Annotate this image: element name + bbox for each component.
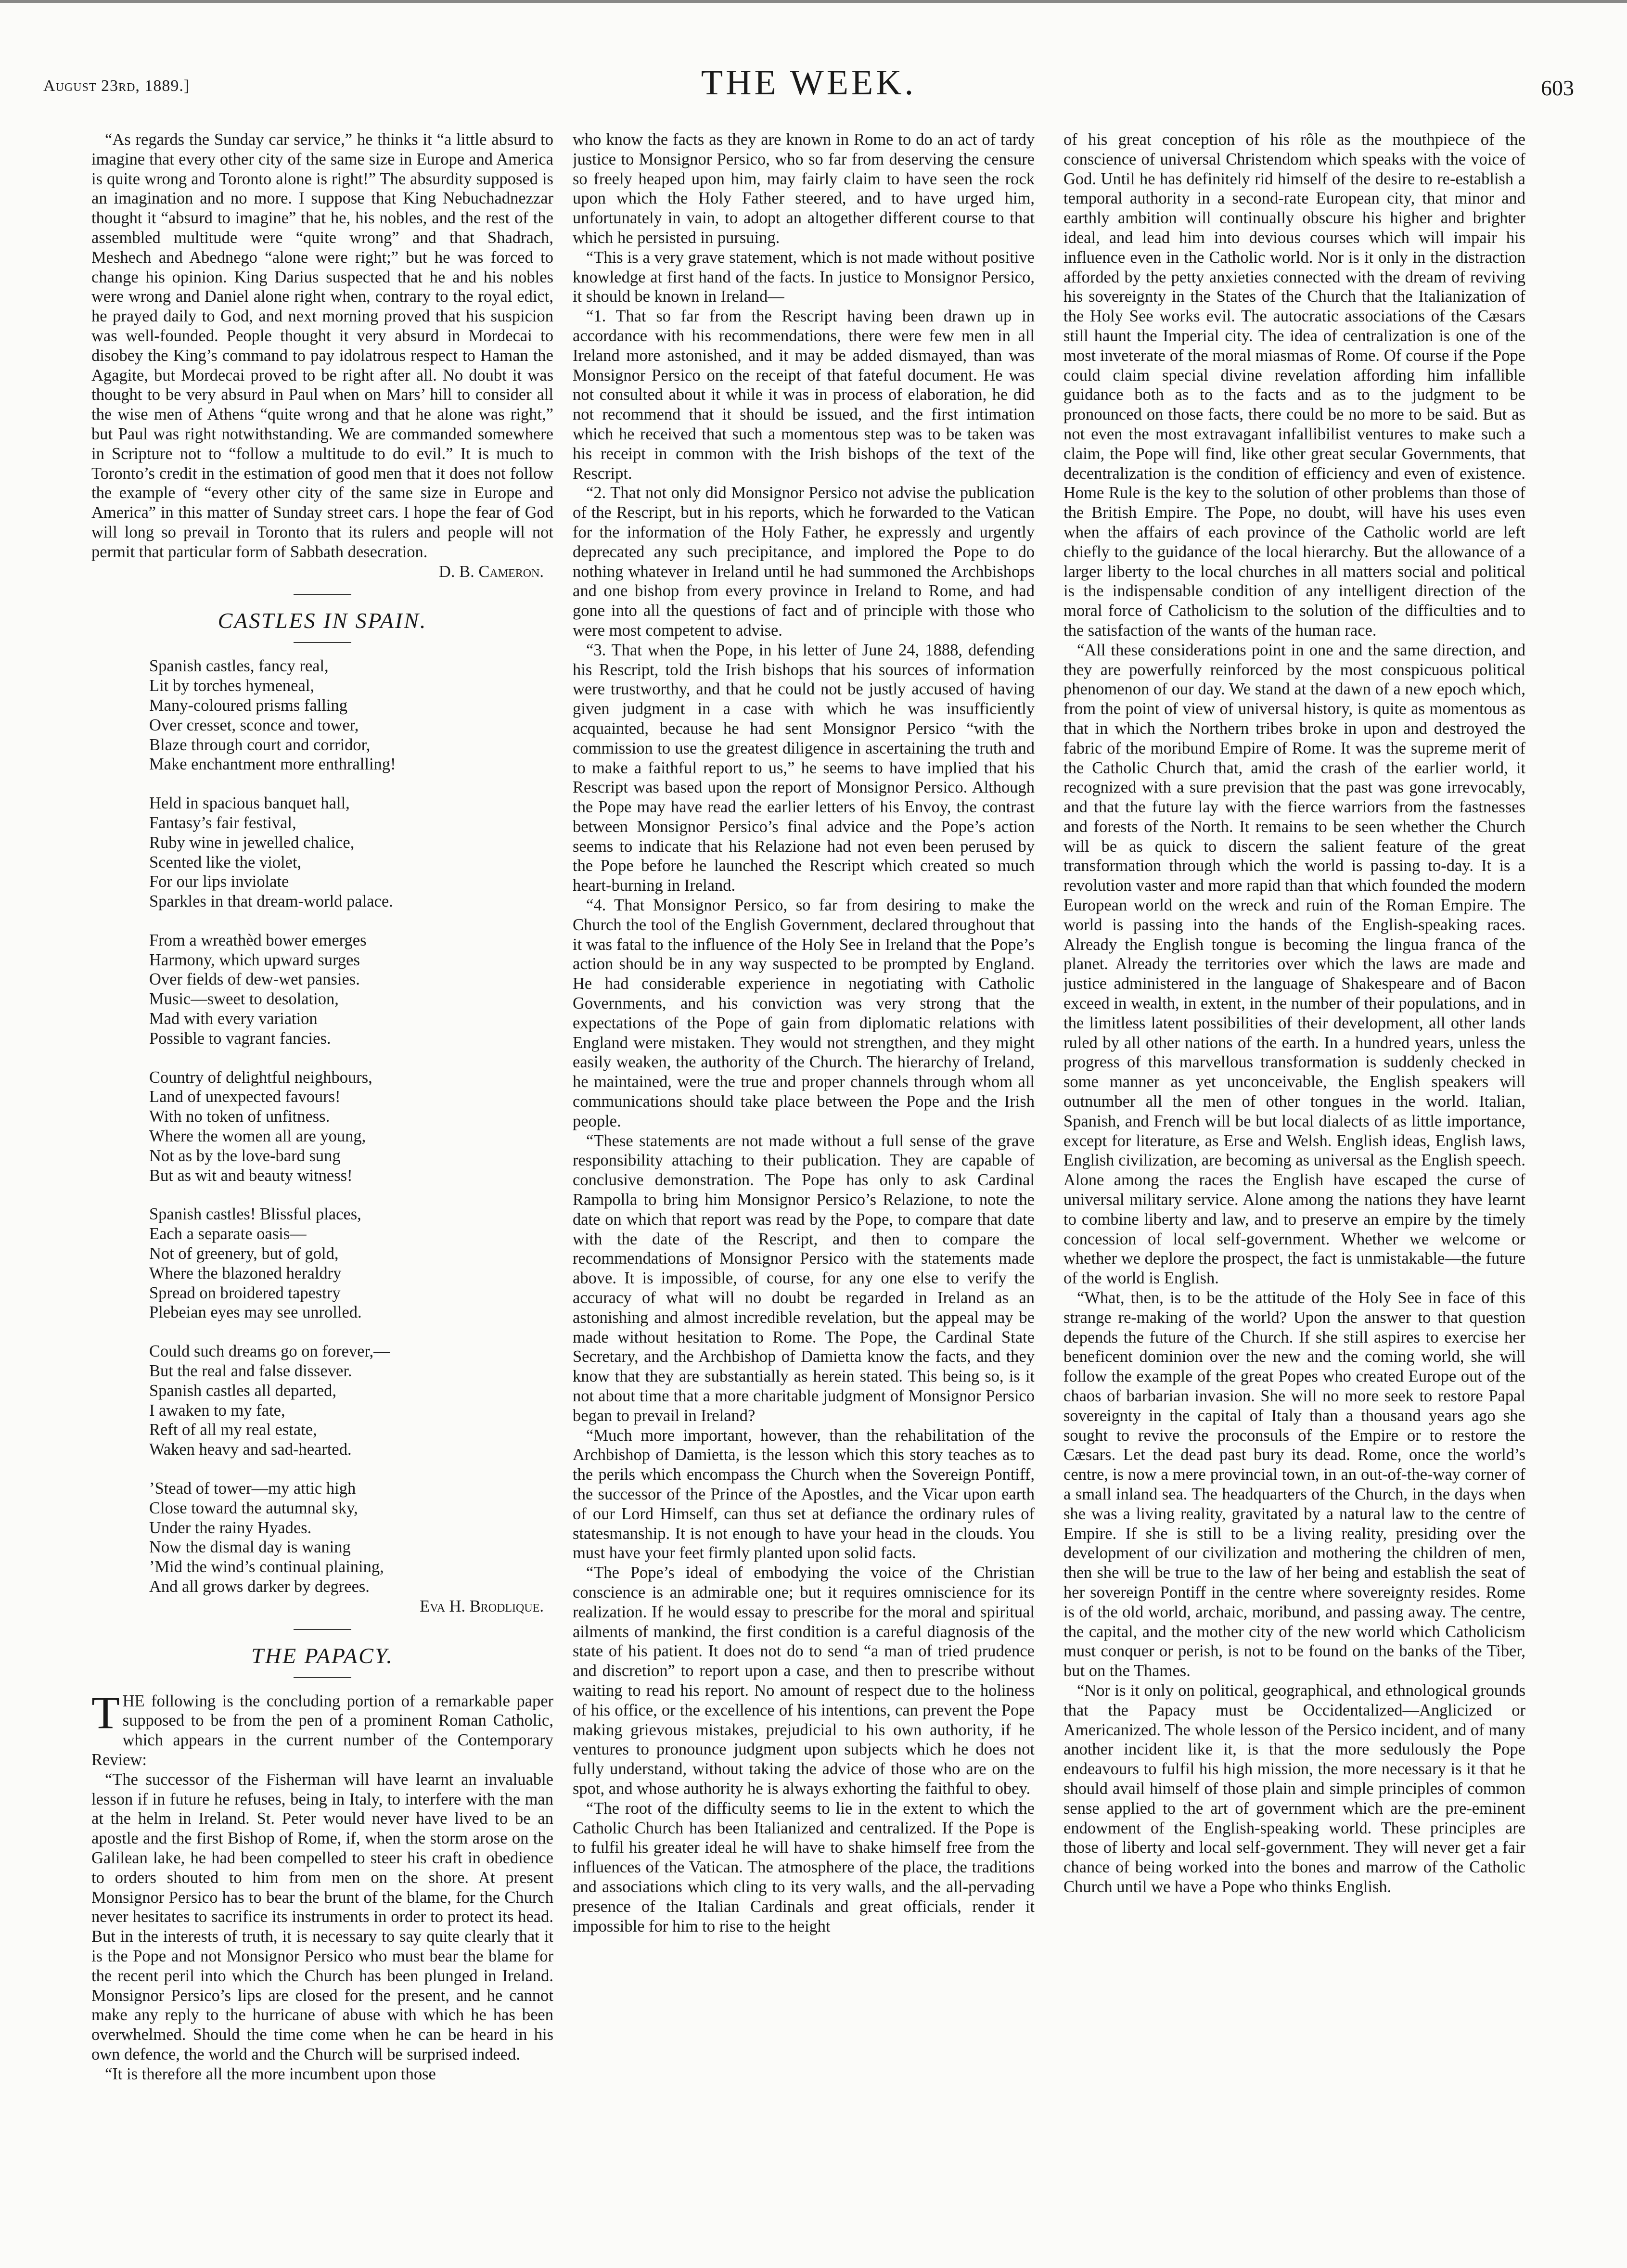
poem-stanza [149,1342,553,1460]
poem-line: Harmony, which upward surges [149,950,360,969]
poem-line: With no token of unfitness. [149,1107,330,1126]
cameron-letter-paragraph: “As regards the Sunday car service,” he thinks it “a little absurd to imagine that every other city of the same size in Europe and America is quite wrong and Toronto alone is right!” The absurdity supposed is an imagination and no more. I suppose that King Nebuchadnezzar thought it “absurd to imagine” that he, his nobles, and the rest of the assembled multitude were “quite wrong” and that Shadrach, Meshech and Abednego “alone were right;” but he was forced to change his opinion. King Darius suspected that he and his nobles were wrong and Daniel alone right when, contrary to the royal edict, he prayed daily to God, and next morning proved that his suspicion was well-founded. People thought it very absurd in Mordecai to disobey the King’s command to pay idolatrous respect to Haman the Agagite, but Mordecai proved to be right after all. No doubt it was thought to be very absurd in Paul when on Mars’ hill to consider all the wise men of Athens “quite wrong and that he alone was right,” but Paul was right notwithstanding. We are commanded somewhere in Scripture not to “follow a multitude to do evil.” It is much to Toronto’s credit in the estimation of good men that it does not follow the example of “every other city of the same size in Europe and America” in this matter of Sunday street cars. I hope the fear of God will long so prevail in Toronto that its rulers and people will not permit that particular form of Sabbath desecration. [91,130,553,561]
article-paragraph: of his great conception of his rôle as the mouthpiece of the conscience of universal Christendom which speaks with the voice of God. Until he has definitely rid himself of the desire to re-establish a temporal authority in a second-rate European city, that minor and earthly ambition will continually obscure his higher and brighter ideal, and lead him into devious courses which will impair his influence even in the Catholic world. Nor is it only in the distraction afforded by the petty anxieties connected with the dream of reviving his sovereignty in the States of the Church that the Italianization of the Holy See works evil. The autocratic associations of the Cæsars still haunt the Imperial city. The idea of centralization is one of the most inveterate of the moral miasmas of Rome. Of course if the Pope could claim special divine revelation affording him infallible guidance both as to the facts and as to the judgment to be pronounced on those facts, there could be no more to be said. But as not even the most extravagant infallibilist ventures to make such a claim, the Pope will find, like other great secular Governments, that decentralization is the condition of efficiency and even of existence. Home Rule is the key to the solution of other problems than those of the British Empire. The Pope, no doubt, will have his uses even when the affairs of each province of the Catholic world are left chiefly to the guidance of the local hierarchy. But the allowance of a larger liberty to the local churches in all matters social and political is the indispensable condition of any intelligent direction of the moral force of Catholicism to the solution of the difficulties and to the satisfaction of the wants of the human race. [1063,130,1525,640]
poem-line: Where the women all are young, [149,1127,366,1146]
poem-line: For our lips inviolate [149,872,289,891]
poem-line: Held in spacious banquet hall, [149,794,350,813]
poem-line: ’Mid the wind’s continual plaining, [149,1558,384,1576]
poem-line: But as wit and beauty witness! [149,1166,353,1185]
poem-line: Mad with every variation [149,1010,318,1028]
article-paragraph: “All these considerations point in one and the same direction, and they are powerfully reinforced by the most conspicuous political phenomenon of our day. We stand at the dawn of a new epoch which, from the point of view of universal history, is quite as momentous as that in which the Northern tribes broke in upon and destroyed the fabric of the moribund Empire of Rome. It was the supreme merit of the Catholic Church that, amid the crash of the earlier world, it recognized with a sure prevision that the past was gone irrevocably, and that the future lay with the fierce warriors from the fastnesses and forests of the North. It remains to be seen whether the Church will be as quick to discern the salient feature of the great transformation through which the world is passing to-day. It is a revolution vaster and more rapid than that which founded the modern European world on the wreck and ruin of the Roman Empire. The world is passing into the hands of the English-speaking races. Already the English tongue is becoming the lingua franca of the planet. Already the territories over which the laws are made and justice administered in the language of Shakespeare and of Bacon exceed in wealth, in extent, in the number of their populations, and in the limitless latent possibilities of their development, all other lands ruled by all other nations of the earth. In a hundred years, unless the progress of this marvellous transformation is suddenly checked in some manner as yet unconceivable, the English speakers will outnumber all the men of other tongues in the world. Italian, Spanish, and French will be but local dialects of as little importance, except for literature, as Erse and Welsh. English ideas, English laws, English civilization, are becoming as universal as the English speech. Alone among the races the English have escaped the curse of universal military service. Alone among the nations they have learnt to combine liberty and law, and to preserve an empire by the timely concession of local self-government. Whether we welcome or whether we deplore the prospect, the fact is unmistakable—the future of the world is English. [1063,641,1525,1288]
poem-line: Scented like the violet, [149,853,302,871]
poem-stanza [149,1479,553,1597]
poem-line: Not as by the love-bard sung [149,1146,341,1165]
article-paragraph: “These statements are not made without a full sense of the grave responsibility attaching to their publication. They are capable of conclusive demonstration. The Pope has only to ask Cardinal Rampolla to bring him Monsignor Persico’s Relazione, to note the date on which that report was read by the Pope, to compare that date with the date of the Rescript, and then to compare the recommendations of Monsignor Persico with the statements made above. It is impossible, of course, for any one else to verify the accuracy of what will no doubt be regarded in Ireland as an astonishing and almost incredible revelation, but the appeal may be made without hesitation to Rome. The Pope, the Cardinal State Secretary, and the Archbishop of Damietta know the facts, and they know that they are substantially as herein stated. This being so, is it not about time that a more charitable judgment of Monsignor Persico began to prevail in Ireland? [573,1131,1035,1425]
cameron-signature: D. B. Cameron. [438,562,544,581]
poem-line: Now the dismal day is waning [149,1538,351,1557]
poem-line: Lit by torches hymeneal, [149,677,314,695]
article-paragraph: “The root of the difficulty seems to lie in the extent to which the Catholic Church has been Italianized and centralized. If the Pope is to fulfil his greater ideal he will have to shake himself free from the influences of the Vatican. The atmosphere of the place, the traditions and associations which cling to its very walls, and the all-pervading presence of the Italian Cardinals and great officials, render it impossible for him to rise to the height [573,1799,1035,1935]
poem-line: Under the rainy Hyades. [149,1518,312,1537]
poem-line: Many-coloured prisms falling [149,696,347,715]
drop-cap: T [91,1686,120,1738]
column-3 [1063,130,1525,2247]
poem-line: Close toward the autumnal sky, [149,1499,358,1517]
issue-date: August 23rd, 1889.] [43,77,190,95]
masthead-title: THE WEEK. [701,63,917,103]
article-paragraph: “1. That so far from the Rescript having been drawn up in accordance with his recommendations, there were few men in all Ireland more astonished, and it may be added dismayed, than was Monsignor Persico on the receipt of that fateful document. He was not consulted about it while it was in process of elaboration, he did not recommend that it should be issued, and the first intimation which he received that such a momentous step was to be taken was his receipt in common with the Irish bishops of the text of the Rescript. [573,307,1035,483]
poem-line: Spanish castles! Blissful places, [149,1205,361,1224]
article-columns [91,130,1540,2247]
poem-title: CASTLES IN SPAIN. [218,608,427,633]
article-paragraph: “It is therefore all the more incumbent upon those [105,2064,436,2083]
poem-stanza [149,656,553,774]
poem-line: Spanish castles, fancy real, [149,657,329,676]
poem-stanza [149,1204,553,1322]
poem-line: Land of unexpected favours! [149,1088,341,1106]
article-paragraph: “What, then, is to be the attitude of the Holy See in face of this strange re-making of the world? Upon the answer to that question depends the future of the Church. If she still aspires to exercise her beneficent dominion over the new and the coming world, she will follow the example of the great Popes who created Europe out of the chaos of barbarian invasion. She will no more seek to restore Papal sovereignty in the capital of Italy than a thousand years ago she sought to revive the proconsuls of the Empire or to restore the Cæsars. Let the dead past bury its dead. Rome, once the world’s centre, is now a mere provincial town, in an out-of-the-way corner of a small inland sea. The headquarters of the Church, in the days when she was a living reality, gravitated by a natural law to the centre of Empire. If she is still to be a living reality, presiding over the development of our civilization and mothering the children of men, then she will be true to the law of her being and establish the seat of her sovereign Pontiff in the centre where sovereignty resides. Rome is of the old world, archaic, moribund, and passing away. The centre, the capital, and the mother city of the new world which Catholicism must conquer or perish, is not to be found on the banks of the Tiber, but on the Thames. [1063,1289,1525,1680]
article-paragraph: “3. That when the Pope, in his letter of June 24, 1888, defending his Rescript, told the Irish bishops that his sources of information were trustworthy, and that he could not be justly accused of having given judgment in a case with which he was insufficiently acquainted, because he had sent Monsignor Persico “with the commission to use the greatest diligence in ascertaining the truth and to make a faithful report to us,” he seems to have implied that his Rescript was based upon the report of Monsignor Persico. Although the Pope may have read the earlier letters of his Envoy, the contrast between Monsignor Persico’s final advice and the Pope’s action seems to indicate that his Relazione had not even been perused by the Pope before he launched the Rescript which created so much heart-burning in Ireland. [573,641,1035,895]
poem-line: Spread on broidered tapestry [149,1283,341,1302]
poem-line: I awaken to my fate, [149,1401,285,1420]
article-paragraph: “2. That not only did Monsignor Persico not advise the publication of the Rescript, but in his reports, which he forwarded to the Vatican for the information of the Holy Father, he expressly and urgently deprecated any such precipitance, and implored the Pope to do nothing whatever in Ireland until he had summoned the Archbishops and one bishop from every province in Ireland to Rome, and had gone into all the questions of fact and of principle with those who were most competent to advise. [573,484,1035,640]
column-1 [91,130,553,2247]
poem-line: Not of greenery, but of gold, [149,1244,339,1263]
poem-line: Waken heavy and sad-hearted. [149,1440,352,1459]
poem-line: Music—sweet to desolation, [149,990,339,1009]
poem-line: Spanish castles all departed, [149,1381,336,1400]
page-header [43,58,1574,111]
article-paragraph: who know the facts as they are known in Rome to do an act of tardy justice to Monsignor Persico, who so far from deserving the censure so freely heaped upon him, may fairly claim to have seen the rock upon which the Holy Father steered, and to have urged him, unfortunately in vain, to adopt an altogether different course to that which he persisted in pursuing. [573,130,1035,247]
poem-line: From a wreathèd bower emerges [149,931,367,949]
poem-signature: Eva H. Brodlique. [420,1597,544,1615]
article-paragraph: “Nor is it only on political, geographical, and ethnological grounds that the Papacy must be Occidentalized—Anglicized or Americanized. The whole lesson of the Persico incident, and of many another incident like it, is that the more sedulously the Pope endeavours to fulfil his high mission, the more necessary is it that he should avail himself of those plain and simple principles of common sense applied to the art of government which are the pre-eminent endowment of the English-speaking world. These principles are those of liberty and local self-government. They will never get a fair chance of being worked into the bones and marrow of the Catholic Church until we have a Pope who thinks English. [1063,1681,1525,1896]
poem-line: Reft of all my real estate, [149,1421,317,1439]
poem-line: Each a separate oasis— [149,1225,307,1243]
poem-stanza [149,1068,553,1186]
poem-line: Country of delightful neighbours, [149,1068,372,1087]
column-2 [573,130,1035,2247]
title-divider [294,1677,351,1678]
poem-line: Over cresset, sconce and tower, [149,716,359,734]
poem [149,656,553,1616]
poem-stanza [149,794,553,911]
poem-stanza [149,931,553,1049]
section-divider [294,1629,351,1630]
poem-line: Possible to vagrant fancies. [149,1029,331,1048]
poem-line: Where the blazoned heraldry [149,1264,342,1282]
article-paragraph: “4. That Monsignor Persico, so far from desiring to make the Church the tool of the English Government, declared throughout that it was fatal to the influence of the Holy See in Ireland that the Pope’s action should be in any way suspected to be prompted by England. He had considerable experience in negotiating with Catholic Governments, and his conviction was very strong that the expectations of the Pope of gain from diplomatic relations with England were mistaken. They would not strengthen, and they might easily weaken, the authority of the Church. The hierarchy of Ireland, he maintained, were the true and proper channels through whom all communications should take place between the Pope and the Irish people. [573,896,1035,1130]
section-divider [294,594,351,595]
poem-line: Plebeian eyes may see unrolled. [149,1303,362,1322]
top-border-rule [0,0,1627,3]
poem-line: Blaze through court and corridor, [149,735,371,754]
article-paragraph: “This is a very grave statement, which is not made without positive knowledge at first hand of the facts. In justice to Monsignor Persico, it should be known in Ireland— [573,248,1035,306]
title-divider [294,642,351,643]
poem-line: Make enchantment more enthralling! [149,755,396,774]
poem-line: Sparkles in that dream-world palace. [149,892,393,911]
poem-line: Over fields of dew-wet pansies. [149,970,360,989]
article-paragraph: “The Pope’s ideal of embodying the voice of the Christian conscience is an admirable one; but it requires omniscience for its realization. If he would essay to prescribe for the moral and spiritual ailments of mankind, the first condition is a careful diagnosis of the state of his patient. It does not do to send “a man of tried prudence and discretion” to report upon a case, and then to prescribe without waiting to read his report. No amount of respect due to the holiness of his office, or the excellence of his intentions, can prevent the Pope making grievous mistakes, prejudicial to his own authority, if he ventures to pronounce judgment upon subjects which he does not fully understand, without taking the advice of those who are on the spot, and whose authority he is always exhorting the faithful to obey. [573,1563,1035,1798]
poem-line: But the real and false dissever. [149,1362,352,1381]
papacy-intro-text: HE following is the concluding portion of a remarkable paper supposed to be from the pen of a prominent Roman Catholic, which appears in the current number of the Contemporary Review: [91,1691,553,1769]
poem-line: ’Stead of tower—my attic high [149,1479,356,1498]
poem-line: Ruby wine in jewelled chalice, [149,833,355,852]
poem-line: Could such dreams go on forever,— [149,1342,390,1361]
papacy-intro [91,1686,553,1770]
poem-line: And all grows darker by degrees. [149,1577,370,1596]
papacy-title: THE PAPACY. [251,1643,394,1668]
article-paragraph: “The successor of the Fisherman will have learnt an invaluable lesson if in future he refuses, being in Italy, to interfere with the man at the helm in Ireland. St. Peter would never have lived to be an apostle and the first Bishop of Rome, if, when the storm arose on the Galilean lake, he had been compelled to steer his craft in obedience to orders shouted to him from men on the shore. At present Monsignor Persico has to bear the brunt of the blame, for the Church never hesitates to sacrifice its instruments in order to protect its head. But in the interests of truth, it is necessary to say quite clearly that it is the Pope and not Monsignor Persico who must bear the blame for the recent peril into which the Church has been plunged in Ireland. Monsignor Persico’s lips are closed for the present, and he cannot make any reply to the hurricane of abuse with which he has been overwhelmed. Should the time come when he can be heard in his own defence, the world and the Church will be surprised indeed. [91,1770,553,2063]
article-paragraph: “Much more important, however, than the rehabilitation of the Archbishop of Damietta, is the lesson which this story teaches as to the perils which encompass the Church when the Sovereign Pontiff, the successor of the Prince of the Apostles, and the Vicar upon earth of our Lord Himself, can thus set at defiance the ordinary rules of statesmanship. It is not enough to have your head in the clouds. You must have your feet firmly planted upon solid facts. [573,1426,1035,1563]
poem-line: Fantasy’s fair festival, [149,813,296,832]
page-number: 603 [1541,76,1574,100]
